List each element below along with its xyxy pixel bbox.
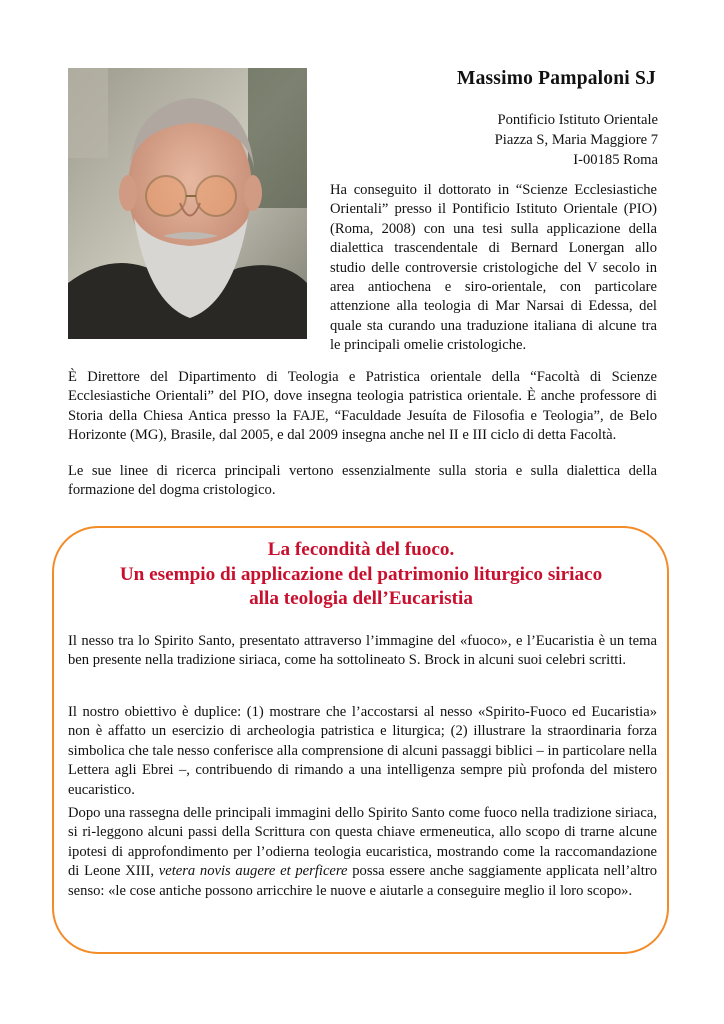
- title-line: Un esempio di applicazione del patrimonio liturgico siriaco: [119, 563, 603, 585]
- author-name: Massimo Pampaloni SJ: [456, 68, 656, 89]
- author-address: [380, 110, 658, 170]
- abstract-paragraph-1: Il nesso tra lo Spirito Santo, presentato attraverso l’immagine del «fuoco», e l’Eucaristia è un tema ben presente nella tradizione siriaca, come ha sottolineato S. Brock in alcuni suoi celebri scritti.: [68, 633, 657, 669]
- bio-paragraph-1: Ha conseguito il dottorato in “Scienze Ecclesiastiche Orientali” presso il Pontificio Istituto Orientale (PIO) (Roma, 2008) con una tesi sulla applicazione della dialettica trascendentale di Bernard Lonergan allo studio delle controversie cristologiche del V secolo in area antiochena e siro-orientale, con particolare attenzione alla teologia di Mar Narsai di Edessa, del quale sta curando una traduzione italiana di alcune tra le principali omelie cristologiche.: [330, 182, 657, 354]
- latin-quote: vetera novis augere et perficere: [158, 863, 348, 880]
- abstract-text: Dopo una rassegna delle principali immagini dello Spirito Santo come fuoco nella tradizione siriaca, si ri-leggono alcuni passi della Scrittura con questa chiave ermeneutica, allo scopo di trarne alcune ipotesi di approfondimento per l’odierna teologia eucaristica, mostrando come la raccomandazione di Leone XIII,: [68, 805, 657, 880]
- title-line: alla teologia dell’Eucaristia: [249, 588, 473, 609]
- abstract-paragraph-3: [68, 804, 657, 901]
- bio-paragraph-2: È Direttore del Dipartimento di Teologia e Patristica orientale della “Facoltà di Scienze Ecclesiastiche Orientali” del PIO, dove insegna teologia patristica orientale. È anche professore di Storia della Chiesa Antica presso la FAJE, “Faculdade Jesuíta de Filosofia e Teologia”, de Belo Horizonte (MG), Brasile, dal 2005, e dal 2009 insegna anche nel II e III ciclo di detta Facoltà.: [68, 369, 657, 444]
- address-line: Piazza S, Maria Maggiore 7: [494, 132, 658, 148]
- bio-paragraph-3: Le sue linee di ricerca principali vertono essenzialmente sulla storia e sulla dialettica della formazione del dogma cristologico.: [68, 463, 657, 499]
- address-line: Pontificio Istituto Orientale: [497, 112, 658, 128]
- portrait-image: [68, 68, 307, 339]
- author-photo: [68, 68, 307, 339]
- article-title: [66, 538, 656, 612]
- abstract-paragraph-2: Il nostro obiettivo è duplice: (1) mostrare che l’accostarsi al nesso «Spirito-Fuoco ed Eucaristia» non è affatto un esercizio di archeologia patristica e liturgica; (2) illustrare la straordinaria forza simbolica che tale nesso conferisce alla comprensione di alcuni passaggi biblici – in particolare nella Lettera agli Ebrei –, contribuendo di rimando a una intelligenza sempre più profonda del mistero eucaristico.: [68, 704, 657, 798]
- abstract-text: possa essere anche saggiamente applicata nell’altro senso: «le cose antiche possono arricchire le nuove e aiutarle a conseguire meglio il loro scopo».: [68, 863, 658, 899]
- address-line: I-00185 Roma: [573, 152, 658, 168]
- title-line: La fecondità del fuoco.: [267, 539, 455, 560]
